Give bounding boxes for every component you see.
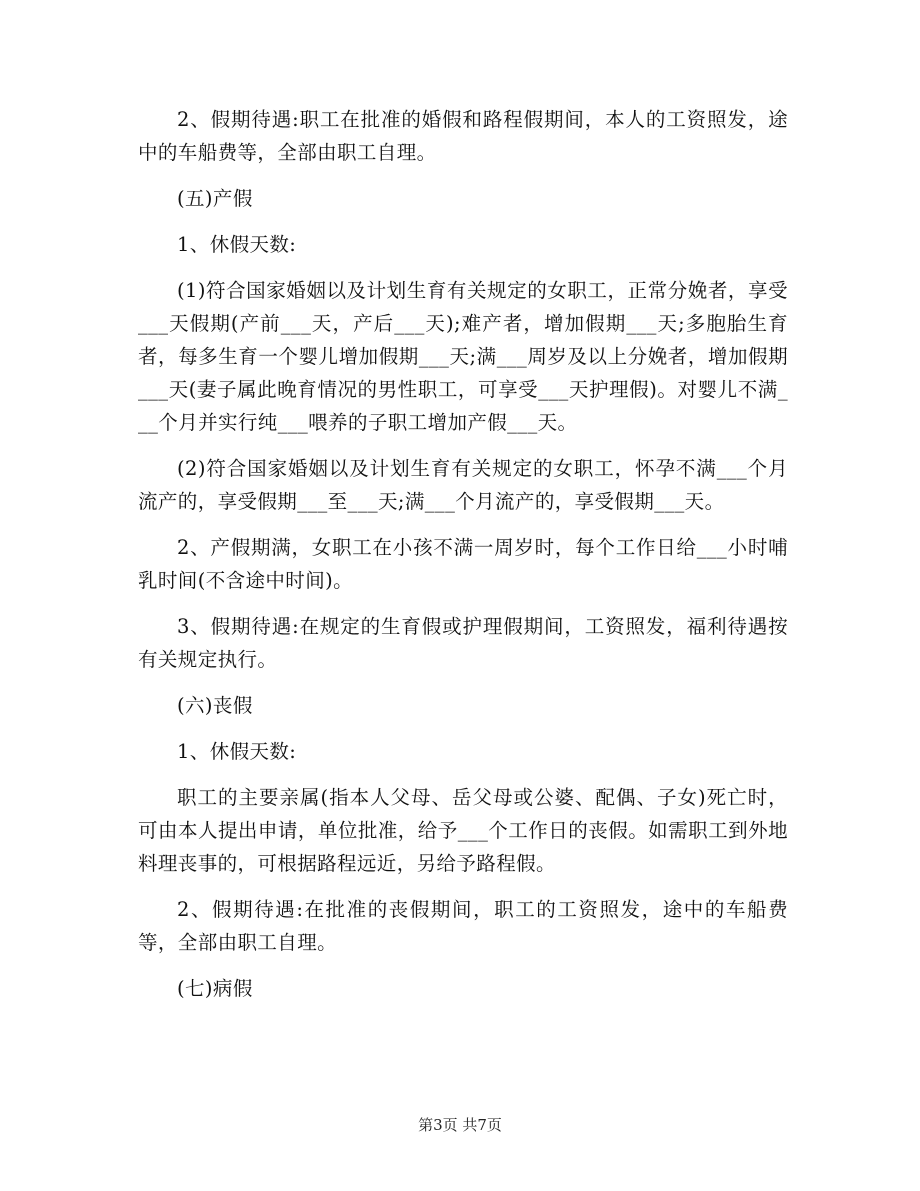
heading-bereavement-leave-days: 1、休假天数: [177, 740, 297, 763]
heading-sick-leave: (七)病假 [177, 977, 253, 1000]
page-number-footer: 第3页 共7页 [418, 1116, 502, 1134]
paragraph-maternity-pay: 3、假期待遇:在规定的生育假或护理假期间，工资照发，福利待遇按有关规定执行。 [138, 615, 788, 671]
heading-maternity-leave: (五)产假 [177, 187, 253, 210]
paragraph-marriage-leave-pay: 2、假期待遇:职工在批准的婚假和路程假期间，本人的工资照发，途中的车船费等，全部由职工自理。 [138, 108, 788, 164]
heading-bereavement-leave: (六)丧假 [177, 694, 253, 717]
heading-maternity-leave-days: 1、休假天数: [177, 233, 297, 256]
paragraph-bereavement-days: 职工的主要亲属(指本人父母、岳父母或公婆、配偶、子女)死亡时，可由本人提出申请，单位批准，给予___个工作日的丧假。如需职工到外地料理丧事的，可根据路程远近，另给予路程假。 [138, 786, 788, 875]
paragraph-nursing-time: 2、产假期满，女职工在小孩不满一周岁时，每个工作日给___小时哺乳时间(不含途中时间)。 [138, 536, 788, 592]
document-body [138, 103, 788, 1018]
paragraph-maternity-birth: (1)符合国家婚姻以及计划生育有关规定的女职工，正常分娩者，享受___天假期(产前___天，产后___天);难产者，增加假期___天;多胞胎生育者，每多生育一个婴儿增加假期___天;满___周岁及以上分娩者，增加假期___天(妻子属此晚育情况的男性职工，可享受___天护理假)。对婴儿不满___个月并实行纯___喂养的子职工增加产假___天。 [138, 279, 788, 434]
paragraph-maternity-miscarriage: (2)符合国家婚姻以及计划生育有关规定的女职工，怀孕不满___个月流产的，享受假期___至___天;满___个月流产的，享受假期___天。 [138, 457, 788, 513]
paragraph-bereavement-pay: 2、假期待遇:在批准的丧假期间，职工的工资照发，途中的车船费等，全部由职工自理。 [138, 898, 788, 954]
